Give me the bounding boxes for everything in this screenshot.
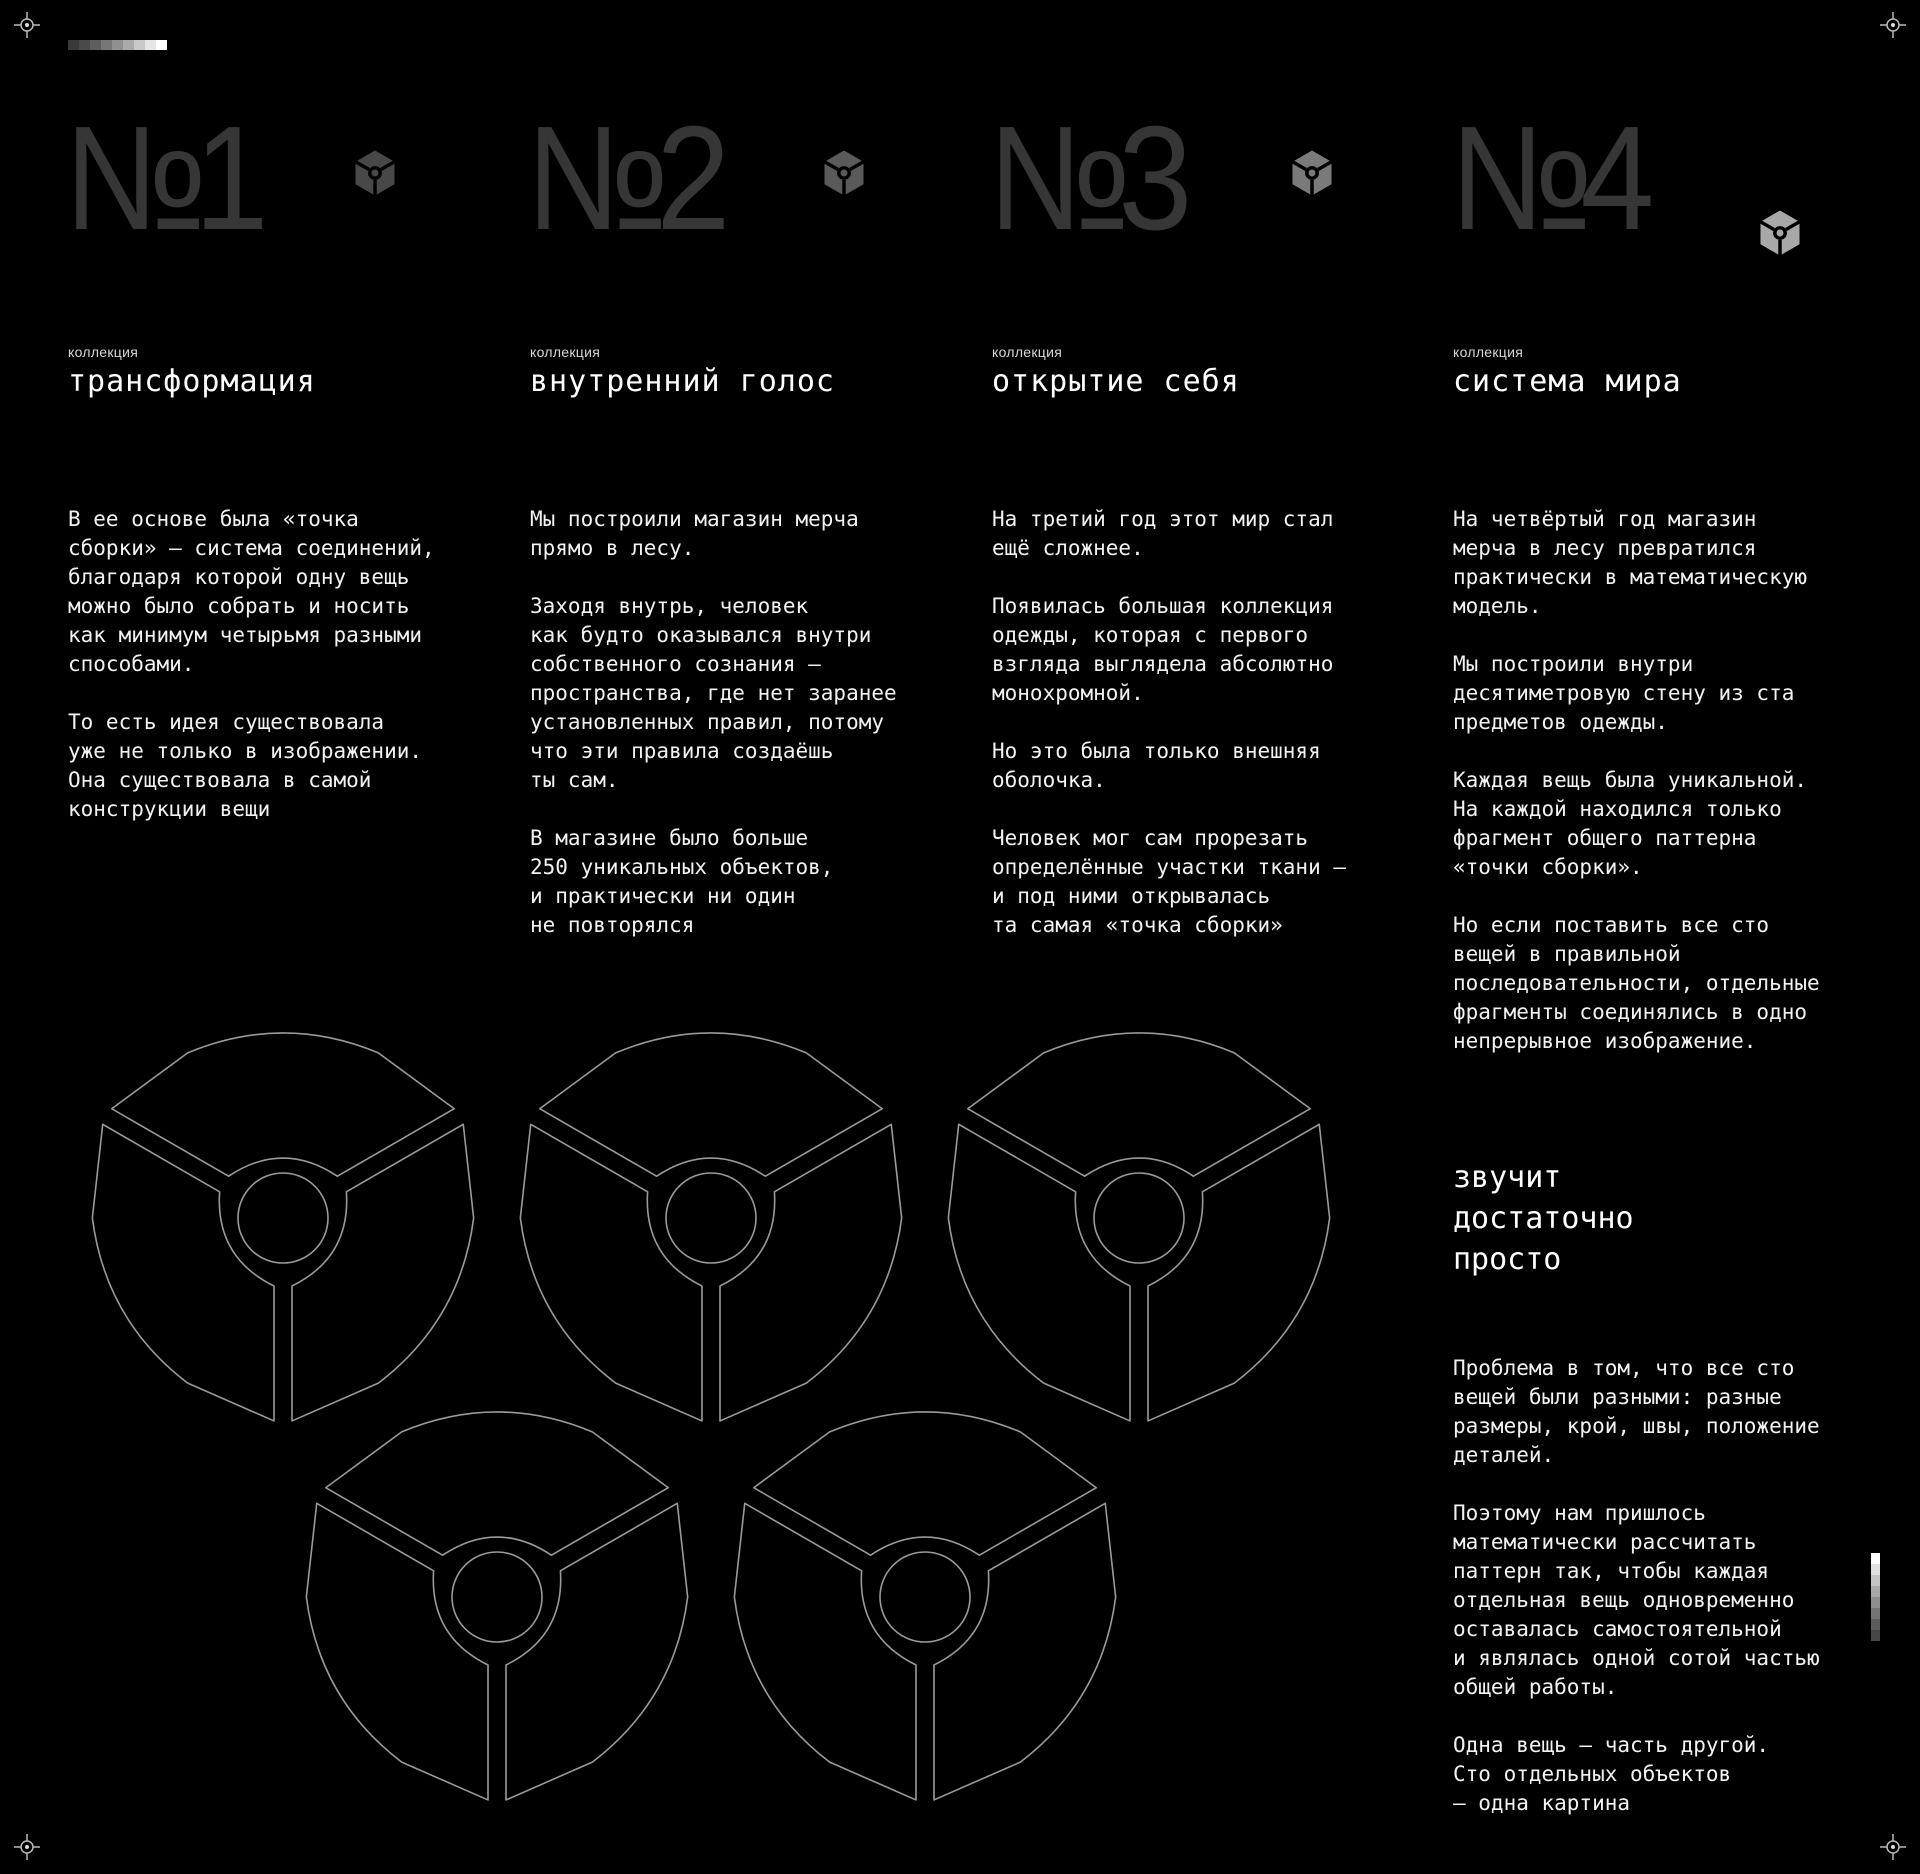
assembly-point-outline bbox=[92, 1033, 473, 1421]
collection-description: На третий год этот мир стал ещё сложнее. Появилась большая коллекция одежды, которая с первого взгляда выглядела абсолютно монохромной. Но это была только внешняя оболочка. Человек мог сам прорезать определённые участки ткани — и под ними открывалась та самая «точка сборки» bbox=[992, 507, 1347, 937]
cube-face bbox=[968, 1033, 1311, 1176]
hub-ring bbox=[452, 1552, 542, 1642]
hub-ring bbox=[880, 1552, 970, 1642]
collection-label: коллекция bbox=[992, 344, 1063, 360]
hub-ring bbox=[1094, 1173, 1184, 1263]
collection-description: Мы построили магазин мерча прямо в лесу. Заходя внутрь, человек как будто оказывался внутри собственного сознания — пространства, где нет заранее установленных правил, потому что эти правила создаёшь ты сам. В магазине было больше 250 уникальных объектов, и практически ни один не повторялся bbox=[530, 507, 897, 937]
cube-face bbox=[720, 1124, 902, 1421]
cube-face bbox=[948, 1124, 1130, 1421]
collection-label: коллекция bbox=[68, 344, 139, 360]
cube-face bbox=[112, 1033, 455, 1176]
collection-number: №2 bbox=[526, 96, 718, 261]
collection-description: На четвёртый год магазин мерча в лесу превратился практически в математическую модель. Мы построили внутри десятиметровую стену из ста предметов одежды. Каждая вещь была уникальной. На каждой находился только фрагмент общего паттерна «точки сборки». Но если поставить все сто вещей в правильной последовательности, отдельные фрагменты соединялись в одно непрерывное изображение. bbox=[1453, 507, 1820, 1053]
cube-face bbox=[754, 1412, 1097, 1555]
assembly-point-outline bbox=[306, 1412, 687, 1800]
cube-face bbox=[326, 1412, 669, 1555]
cube-face bbox=[506, 1503, 688, 1800]
collection-title: система мира bbox=[1453, 364, 1682, 399]
assembly-point-outline bbox=[734, 1412, 1115, 1800]
collection-label: коллекция bbox=[530, 344, 601, 360]
collection-number: №3 bbox=[988, 96, 1180, 261]
cube-face bbox=[734, 1503, 916, 1800]
cube-face bbox=[1148, 1124, 1330, 1421]
cube-face bbox=[934, 1503, 1116, 1800]
cube-face bbox=[540, 1033, 883, 1176]
hub-ring bbox=[666, 1173, 756, 1263]
closing-description: Проблема в том, что все сто вещей были разными: разные размеры, крой, швы, положение деталей. Поэтому нам пришлось математически рассчитать паттерн так, чтобы каждая отдельная вещь одновременно оставалась самостоятельной и являлась одной сотой частью общей работы. Одна вещь — часть другой. Сто отдельных объектов — одна картина bbox=[1453, 1356, 1820, 1815]
collection-label: коллекция bbox=[1453, 344, 1524, 360]
cube-face bbox=[292, 1124, 474, 1421]
closing-heading: звучит достаточно просто bbox=[1453, 1160, 1634, 1277]
cube-face bbox=[92, 1124, 274, 1421]
collection-description: В ее основе была «точка сборки» — система соединений, благодаря которой одну вещь можно было собрать и носить как минимум четырьмя разными способами. То есть идея существовала уже не только в изображении. Она существовала в самой конструкции вещи bbox=[68, 507, 435, 821]
collection-number: №4 bbox=[1450, 96, 1642, 261]
assembly-point-outline bbox=[948, 1033, 1329, 1421]
hub-ring bbox=[238, 1173, 328, 1263]
collection-title: внутренний голос bbox=[530, 364, 835, 399]
cube-face bbox=[306, 1503, 488, 1800]
cube-face bbox=[520, 1124, 702, 1421]
collection-number: №1 bbox=[64, 96, 256, 261]
collection-title: открытие себя bbox=[992, 364, 1240, 399]
collection-title: трансформация bbox=[68, 364, 316, 399]
assembly-point-outline bbox=[520, 1033, 901, 1421]
